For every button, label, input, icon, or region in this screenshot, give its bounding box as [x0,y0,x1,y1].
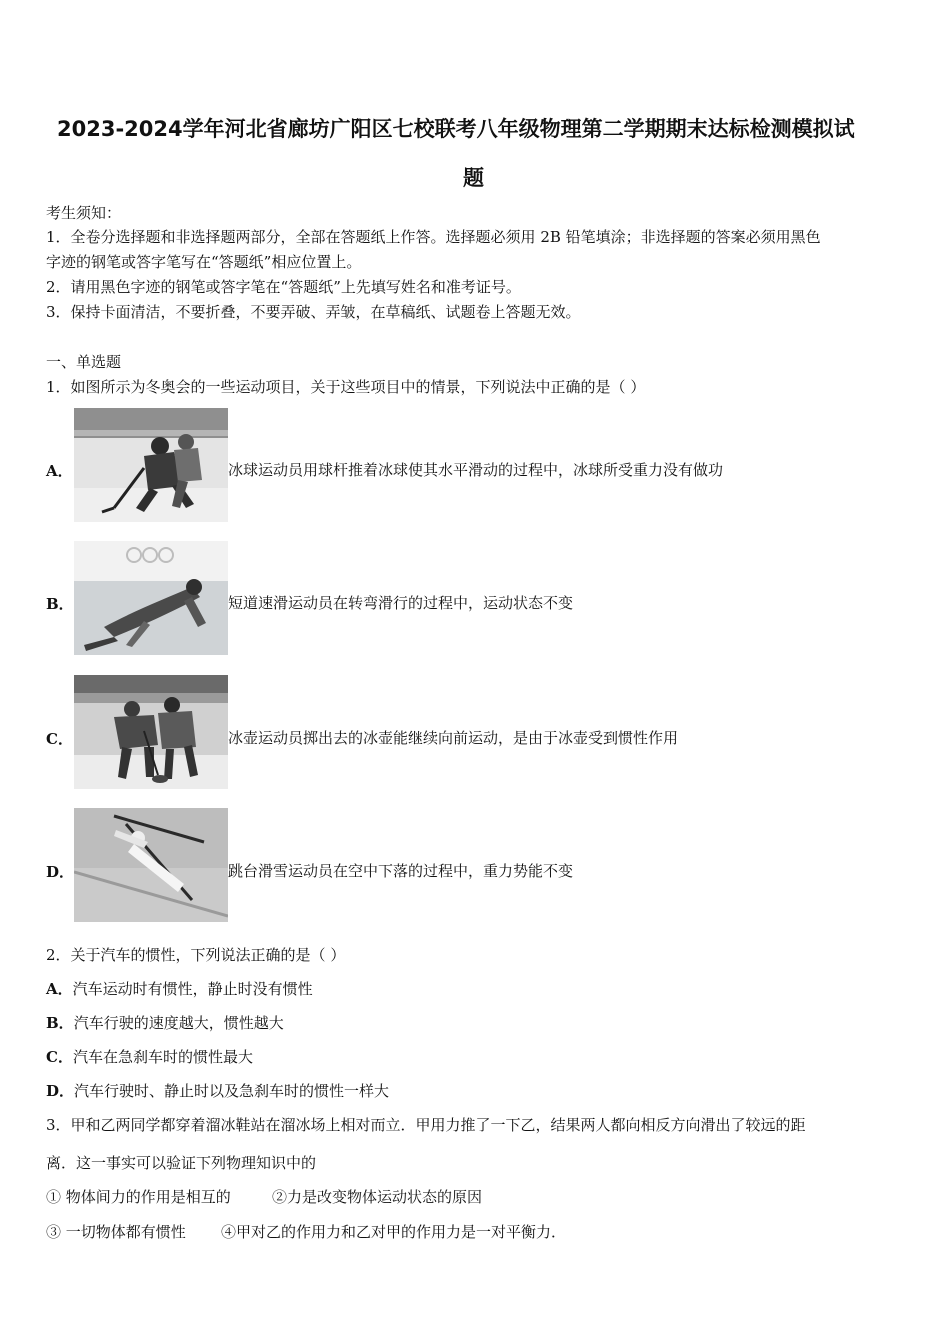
exam-title-line1: 2023-2024学年河北省廊坊广阳区七校联考八年级物理第二学期期末达标检测模拟试 [57,117,855,141]
q3-stem-line2: 离．这一事实可以验证下列物理知识中的 [46,1154,317,1172]
q1-option-b-label: B． [46,595,74,613]
q3-statement-4: ④甲对乙的作用力和乙对甲的作用力是一对平衡力． [221,1223,567,1241]
q3-statement-1: ① 物体间力的作用是相互的 [46,1188,231,1206]
q1-option-c-text: 冰壶运动员掷出去的冰壶能继续向前运动，是由于冰壶受到惯性作用 [228,729,679,747]
notice-line3: 3．保持卡面清洁，不要折叠，不要弄破、弄皱，在草稿纸、试题卷上答题无效。 [46,303,581,321]
q2-option-b-text: 汽车行驶的速度越大，惯性越大 [73,1014,284,1032]
notice-line1b: 字迹的钢笔或答字笔写在“答题纸”相应位置上。 [46,253,362,271]
q2-option-a-text: 汽车运动时有惯性，静止时没有惯性 [72,980,313,998]
section-heading: 一、单选题 [46,353,122,371]
notice-line2: 2．请用黑色字迹的钢笔或答字笔在“答题纸”上先填写姓名和准考证号。 [46,278,521,296]
q2-stem: 2．关于汽车的惯性，下列说法正确的是（ ） [46,946,346,964]
q3-statement-2: ②力是改变物体运动状态的原因 [272,1188,483,1206]
q2-option-d-text: 汽车行驶时、静止时以及急刹车时的惯性一样大 [74,1082,390,1100]
notice-line1a: 1．全卷分选择题和非选择题两部分，全部在答题纸上作答。选择题必须用 2B 铅笔填涂；非选择题的答案必须用黑色 [46,228,821,246]
q2-option-a-label: A． [46,980,73,998]
q1-option-b-text: 短道速滑运动员在转弯滑行的过程中，运动状态不变 [228,594,574,612]
speed-skating-photo [74,541,228,655]
q1-option-c-label: C． [46,730,73,748]
q1-option-d-text: 跳台滑雪运动员在空中下落的过程中，重力势能不变 [228,862,574,880]
q1-option-d-label: D． [46,863,75,881]
curling-photo [74,675,228,789]
q1-stem: 1．如图所示为冬奥会的一些运动项目，关于这些项目中的情景，下列说法中正确的是（ ） [46,378,646,396]
q2-option-c-text: 汽车在急刹车时的惯性最大 [72,1048,253,1066]
q2-option-b-label: B． [46,1014,74,1032]
ice-hockey-photo [74,408,228,522]
q1-option-a-text: 冰球运动员用球杆推着冰球使其水平滑动的过程中，冰球所受重力没有做功 [228,461,724,479]
notice-heading: 考生须知： [46,204,122,222]
q3-stem-line1: 3．甲和乙两同学都穿着溜冰鞋站在溜冰场上相对而立．甲用力推了一下乙，结果两人都向相反方向滑出了较远的距 [46,1116,806,1134]
q2-option-d-label: D． [46,1082,75,1100]
q3-statement-3: ③ 一切物体都有惯性 [46,1223,186,1241]
ski-jumping-photo [74,808,228,922]
q1-option-a-label: A． [46,462,73,480]
exam-title-line2: 题 [463,166,484,190]
q2-option-c-label: C． [46,1048,73,1066]
